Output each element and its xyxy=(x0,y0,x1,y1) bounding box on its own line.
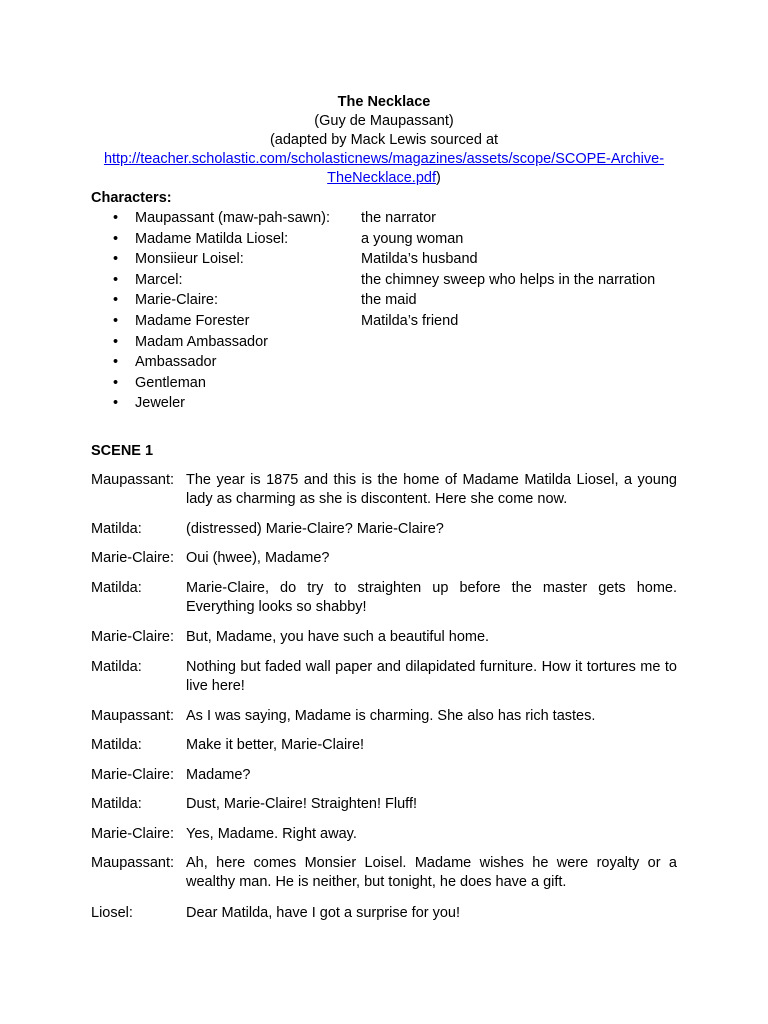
character-name: Maupassant (maw-pah-sawn): xyxy=(135,210,331,226)
dialogue-text: The year is 1875 and this is the home of Madame Matilda Liosel, a young lady as charming as she is discontent. Here she come now. xyxy=(186,472,677,507)
bullet-icon: • xyxy=(113,354,119,371)
character-name: Monsiieur Loisel: xyxy=(135,251,244,268)
document-title: The Necklace xyxy=(337,94,431,110)
dialogue-text: Marie-Claire, do try to straighten up before the master gets home. Everything looks so shabby! xyxy=(186,580,677,615)
speaker-name: Liosel: xyxy=(91,905,133,921)
character-name: Jeweler xyxy=(135,395,185,412)
character-item xyxy=(113,270,713,291)
character-item xyxy=(113,311,713,332)
source-link-line xyxy=(86,150,682,188)
character-name: Marcel: xyxy=(135,271,183,288)
adaptation-note: (adapted by Mack Lewis sourced at xyxy=(269,132,499,148)
speaker-name: Matilda: xyxy=(91,737,142,753)
dialogue-text: (distressed) Marie-Claire? Marie-Claire? xyxy=(186,521,444,537)
source-link-part1: http://teacher.scholastic.com/scholasticnews/magazines/assets/scope/SCOPE-Archive- xyxy=(103,151,665,167)
character-name: Marie-Claire: xyxy=(135,292,218,309)
dialogue-text: Ah, here comes Monsier Loisel. Madame wishes he were royalty or a wealthy man. He is neither, but tonight, he does have a gift. xyxy=(186,855,677,890)
dialogue-text: Dear Matilda, have I got a surprise for you! xyxy=(186,905,461,921)
speaker-name: Maupassant: xyxy=(91,472,175,488)
bullet-icon: • xyxy=(113,333,119,350)
character-item xyxy=(113,249,713,270)
character-item xyxy=(113,332,713,353)
scene-heading: SCENE 1 xyxy=(91,443,154,459)
bullet-icon: • xyxy=(113,374,119,391)
character-role: the narrator xyxy=(361,210,436,226)
dialogue-text: Make it better, Marie-Claire! xyxy=(186,737,365,753)
dialogue-text: Nothing but faded wall paper and dilapidated furniture. How it tortures me to live here! xyxy=(186,659,677,694)
character-item xyxy=(113,373,713,394)
bullet-icon: • xyxy=(113,230,119,247)
source-link[interactable] xyxy=(104,151,664,186)
speaker-name: Marie-Claire: xyxy=(91,629,174,645)
character-role: Matilda’s friend xyxy=(361,312,459,329)
dialogue-text: Madame? xyxy=(186,767,251,783)
dialogue-text: But, Madame, you have such a beautiful home. xyxy=(186,629,490,645)
dialogue-text: As I was saying, Madame is charming. She also has rich tastes. xyxy=(186,708,596,724)
bullet-icon: • xyxy=(113,312,119,329)
speaker-name: Matilda: xyxy=(91,659,142,675)
bullet-icon: • xyxy=(113,292,119,309)
characters-heading: Characters: xyxy=(91,190,172,206)
speaker-name: Marie-Claire: xyxy=(91,826,174,842)
speaker-name: Matilda: xyxy=(91,521,142,537)
speaker-name: Matilda: xyxy=(91,580,142,596)
character-role: the maid xyxy=(361,292,417,309)
character-item xyxy=(113,290,713,311)
document-author: (Guy de Maupassant) xyxy=(314,113,454,129)
character-role: a young woman xyxy=(361,230,464,247)
speaker-name: Maupassant: xyxy=(91,855,175,871)
source-link-part2: TheNecklace.pdf xyxy=(327,170,436,186)
speaker-name: Marie-Claire: xyxy=(91,767,174,783)
source-link-close: ) xyxy=(435,170,441,186)
bullet-icon: • xyxy=(113,251,119,268)
character-name: Ambassador xyxy=(135,354,217,371)
character-name: Madam Ambassador xyxy=(135,333,268,350)
document-header xyxy=(86,93,682,188)
dialogue-text: Yes, Madame. Right away. xyxy=(186,826,357,842)
bullet-icon: • xyxy=(113,271,119,288)
character-list xyxy=(113,208,713,414)
speaker-name: Maupassant: xyxy=(91,708,175,724)
character-role: the chimney sweep who helps in the narration xyxy=(361,271,656,288)
speaker-name: Matilda: xyxy=(91,796,142,812)
dialogue-text: Oui (hwee), Madame? xyxy=(186,550,330,566)
dialogue-text: Dust, Marie-Claire! Straighten! Fluff! xyxy=(186,796,418,812)
speaker-name: Marie-Claire: xyxy=(91,550,174,566)
character-item xyxy=(113,208,713,229)
character-name: Madame Forester xyxy=(135,312,250,329)
character-item xyxy=(113,352,713,373)
bullet-icon: • xyxy=(113,210,119,226)
character-role: Matilda’s husband xyxy=(361,251,478,268)
character-item xyxy=(113,393,713,414)
character-name: Gentleman xyxy=(135,374,206,391)
character-name: Madame Matilda Liosel: xyxy=(135,230,289,247)
bullet-icon: • xyxy=(113,395,119,412)
character-item xyxy=(113,229,713,250)
